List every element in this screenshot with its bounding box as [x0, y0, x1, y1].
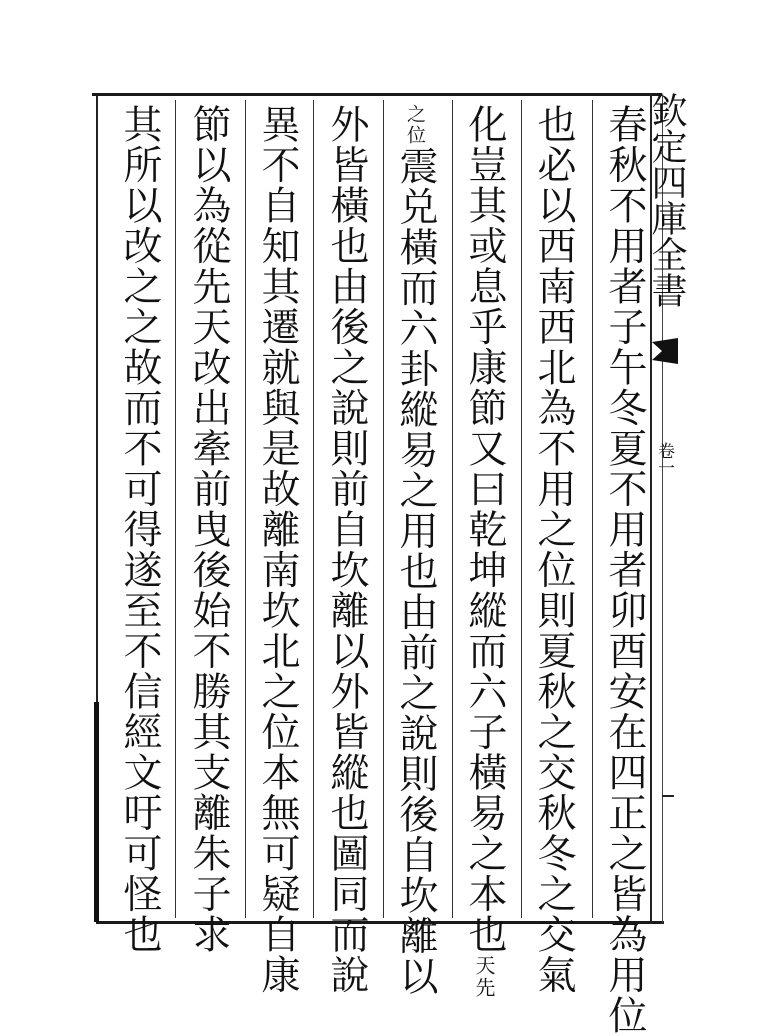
column-text: 節以為從先天改出牽前曳後始不勝其支離朱子求: [186, 104, 231, 955]
column-text: 外皆橫也由後之說則前自坎離以外皆縱也圖同而說: [324, 104, 369, 995]
column-rule: [521, 100, 522, 918]
column-text: 化豈其或息乎康節又曰乾坤縱而六子橫易之本也: [462, 104, 507, 955]
column-text: 春秋不用者子午冬夏不用者卯酉安在四正之皆為用位: [602, 104, 647, 1036]
column-rule: [313, 100, 314, 918]
frame-bottom-border: [96, 921, 664, 924]
text-column-6: [251, 104, 301, 995]
inline-note: 之位: [404, 104, 426, 146]
column-text: 其所以改之之故而不可得遂至不信經文吁可怪也: [117, 104, 162, 955]
text-column-5: [320, 104, 370, 995]
note-left: 天: [472, 954, 496, 977]
gutter-tick-mark: [662, 795, 674, 797]
frame-left-thick-border: [94, 702, 99, 922]
inline-note: [473, 955, 495, 999]
text-column-3: [458, 104, 508, 999]
fishtail-mark-icon: [652, 338, 678, 364]
frame-top-border: [92, 93, 662, 96]
text-column-4: [389, 104, 439, 997]
column-rule: [452, 100, 453, 918]
column-rule: [592, 100, 593, 918]
column-rule: [383, 100, 384, 918]
volume-label: 卷一: [654, 442, 674, 476]
text-column-1: [598, 104, 648, 1036]
column-rule: [175, 100, 176, 918]
text-column-8: [113, 104, 163, 955]
column-rule: [245, 100, 246, 918]
book-title: 欽定四庫全書: [646, 92, 687, 308]
column-text: 異不自知其遷就與是故離南坎北之位本無可疑自康: [255, 104, 300, 995]
text-column-7: [182, 104, 232, 955]
text-column-2: [527, 104, 577, 995]
column-text: 也必以西南西北為不用之位則夏秋之交秋冬之交氣: [531, 104, 576, 995]
note-right: 先: [472, 976, 496, 999]
column-text: 震兑橫而六卦縱易之用也由前之說則後自坎離以: [393, 146, 438, 997]
